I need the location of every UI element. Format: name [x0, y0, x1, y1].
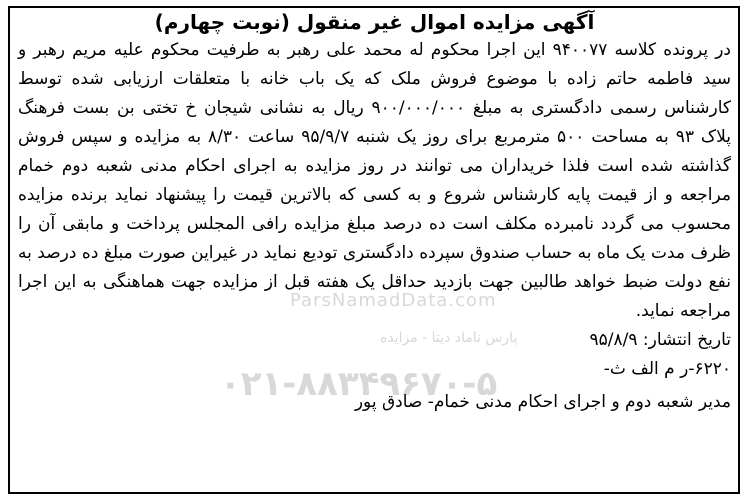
- watermark-phone: ۰۲۱-۸۸۳۴۹۶۷۰-۵: [220, 364, 498, 404]
- reference-number: ۶۲۲۰-ر م الف ث-: [603, 359, 731, 379]
- watermark-tag: پارس ناماد دیتا - مزایده: [380, 330, 518, 346]
- signature-line: مدیر شعبه دوم و اجرای احکام مدنی خمام- صادق پور: [354, 392, 731, 412]
- notice-body: در پرونده کلاسه ۹۴۰۰۷۷ این اجرا محکوم له محمد علی رهبر به طرفیت محکوم علیه مریم رهبر و سید فاطمه حاتم زاده با موضوع فروش ملک که یک باب خانه با متعلقات ارزیابی شده توسط کارشناس رسمی دادگستری به مبلغ ۹۰۰/۰۰۰/۰۰۰ ریال به نشانی شیجان خ تختی بن بست فرهنگ پلاک ۹۳ به مساحت ۵۰۰ مترمربع برای روز یک شنبه ۹۵/۹/۷ ساعت ۸/۳۰ به مزایده و سپس فروش گذاشته شده است فلذا خریداران می توانند در روز مزایده به اجرای احکام مدنی شعبه دوم خمام مراجعه و از قیمت پایه کارشناس شروع و به کسی که بالاترین قیمت را پیشنهاد نماید برنده مزایده محسوب می گردد نامبرده مکلف است ده درصد مبلغ مزایده رافی المجلس پرداخت و مابقی آن را ظرف مدت یک ماه به حساب صندوق سپرده دادگستری تودیع نماید در غیراین صورت مبلغ ده درصد به نفع دولت ضبط خواهد طالبین جهت بازدید حداقل یک هفته قبل از مزایده جهت هماهنگی به این اجرا مراجعه نماید.: [18, 40, 731, 321]
- publish-date: تاریخ انتشار: ۹۵/۸/۹: [589, 330, 731, 350]
- auction-notice: [18, 8, 731, 417]
- notice-title: آگهی مزایده اموال غیر منقول (نوبت چهارم): [154, 10, 595, 34]
- watermark-site: ParsNamadData.com: [290, 290, 497, 311]
